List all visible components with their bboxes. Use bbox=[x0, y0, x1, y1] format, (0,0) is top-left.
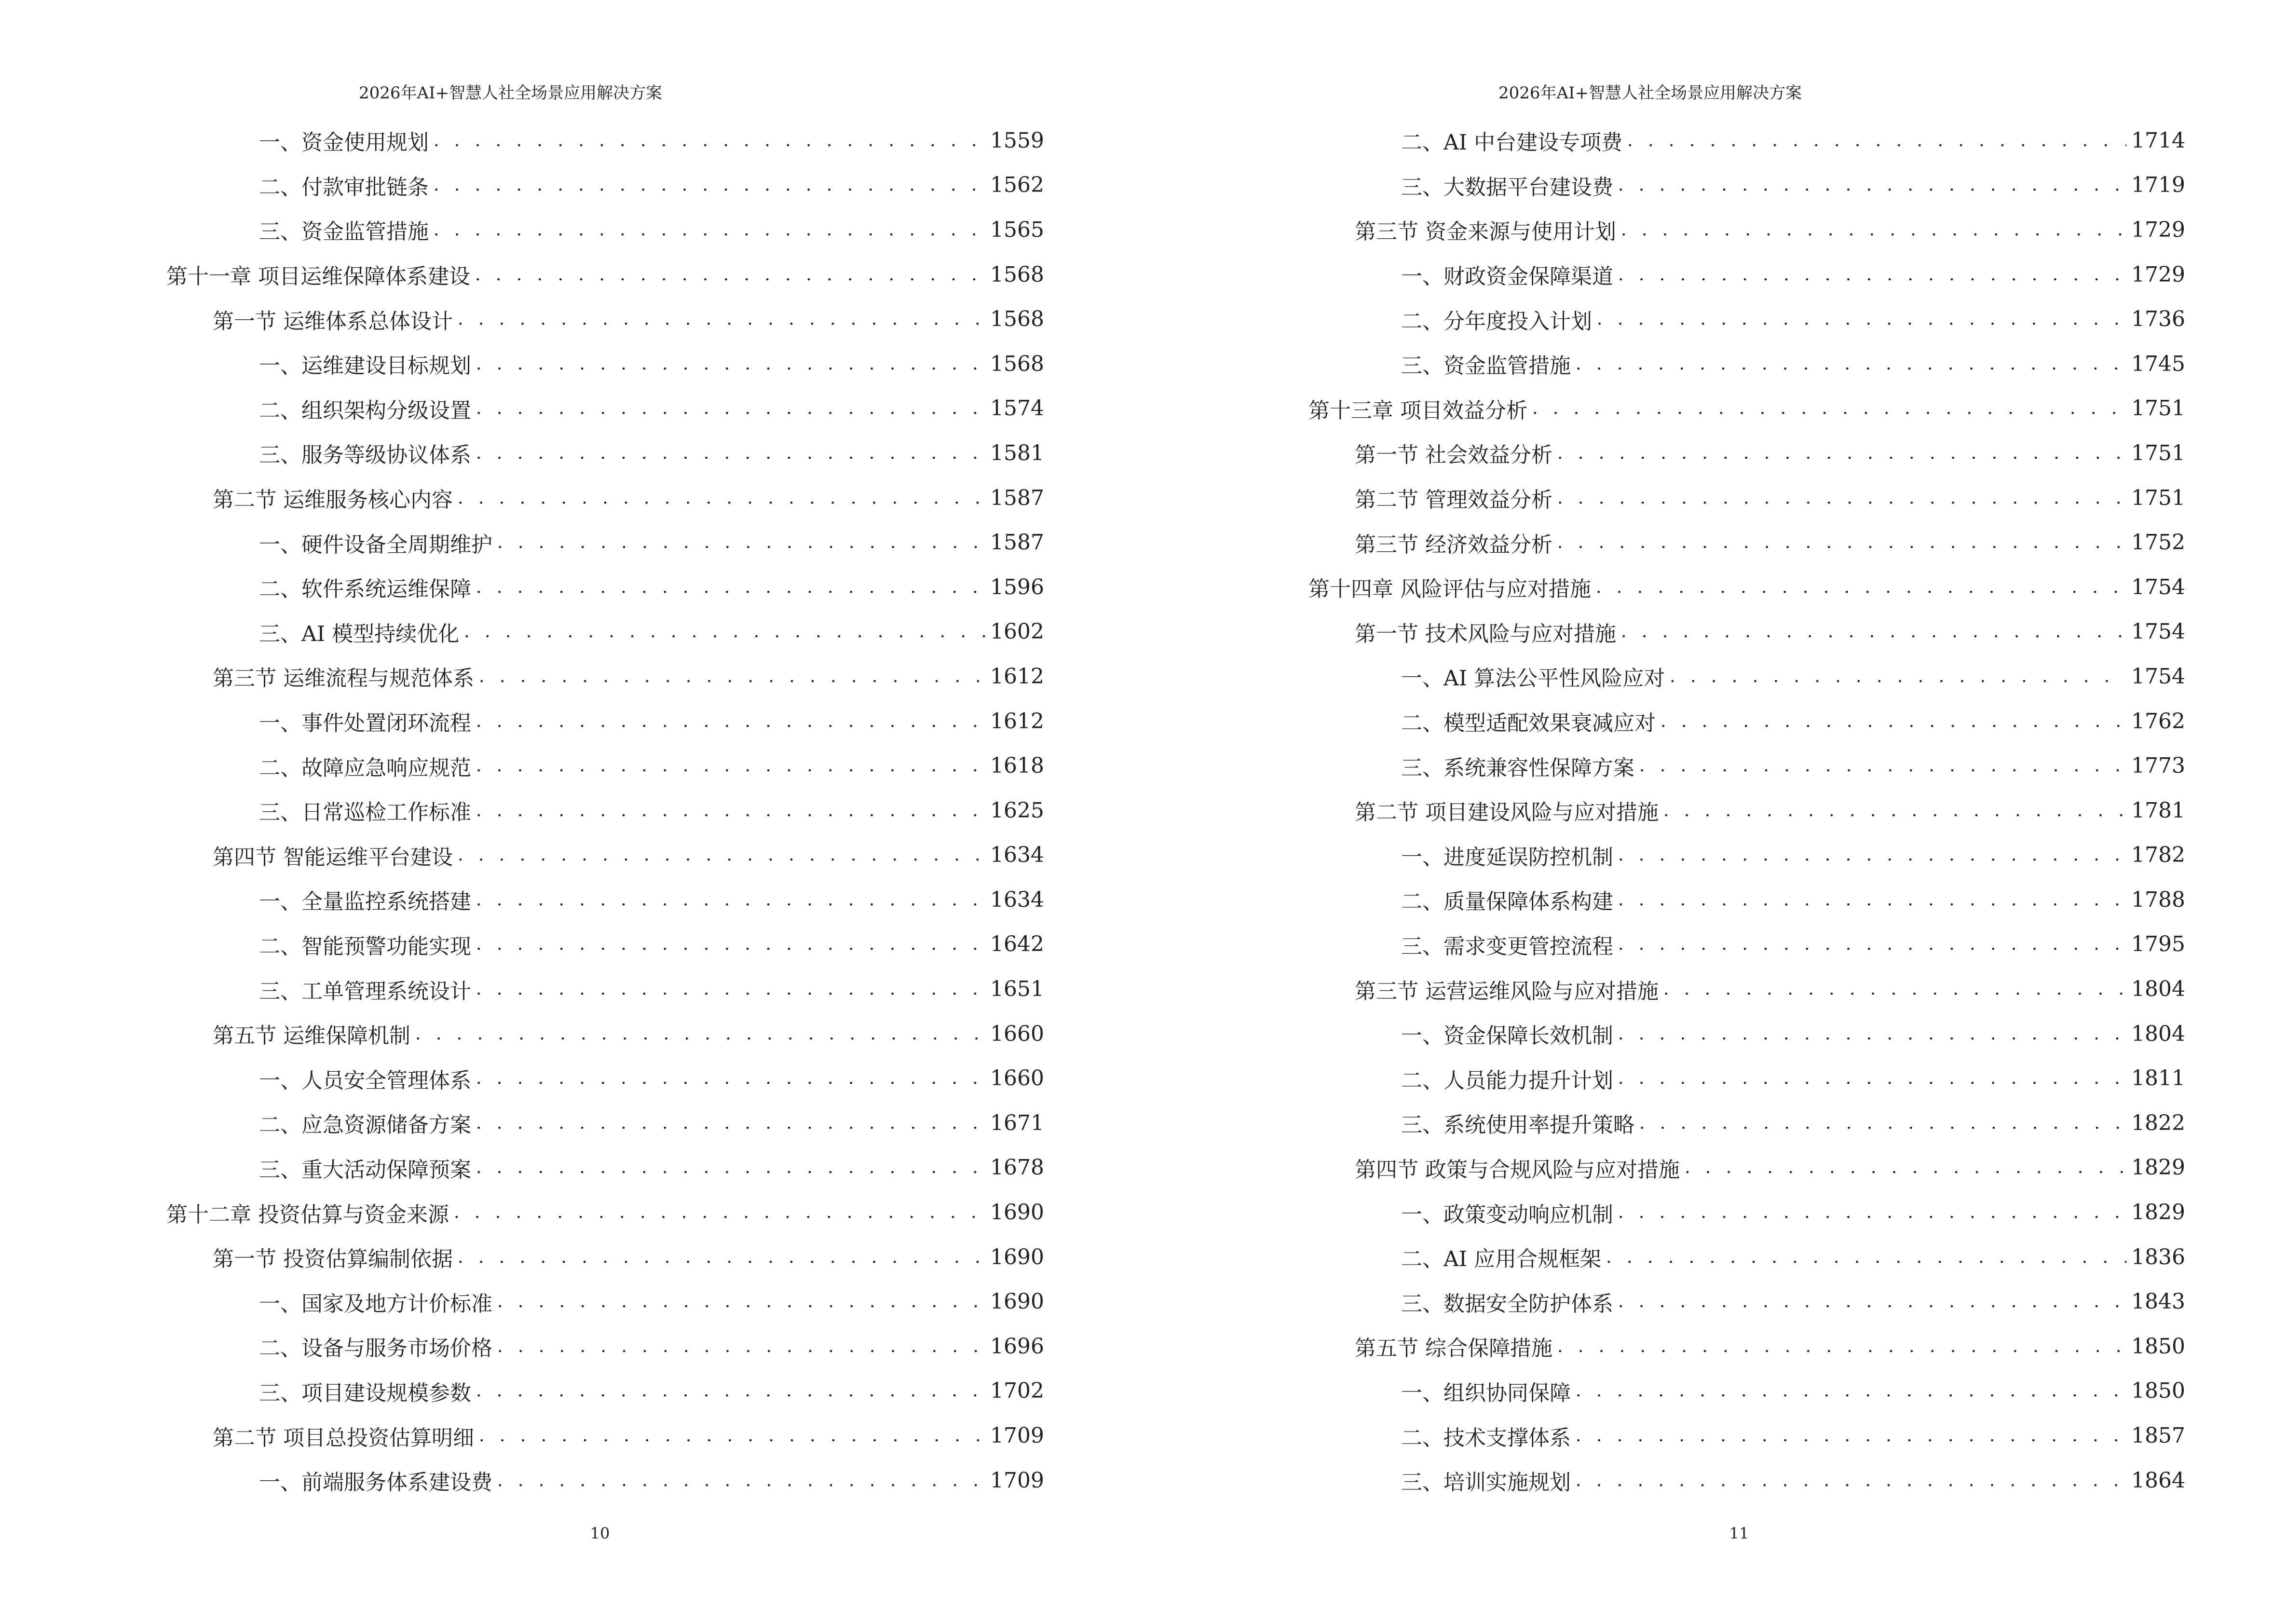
toc-entry-title: 第三节 资金来源与使用计划 bbox=[1355, 219, 1616, 245]
toc-entry-page: 1754 bbox=[2131, 574, 2185, 600]
toc-entry-title: 第一节 运维体系总体设计 bbox=[213, 309, 453, 334]
toc-entry-title: 二、应急资源储备方案 bbox=[259, 1113, 471, 1138]
toc-entry-title: 三、项目建设规模参数 bbox=[259, 1380, 471, 1406]
toc-section-entry[interactable] bbox=[166, 476, 1044, 520]
toc-section-entry[interactable] bbox=[166, 833, 1044, 878]
toc-section-entry[interactable] bbox=[166, 297, 1044, 341]
toc-subsection-entry[interactable] bbox=[1308, 163, 2185, 208]
toc-entry-page: 1660 bbox=[990, 1066, 1044, 1091]
toc-subsection-entry[interactable] bbox=[166, 1324, 1044, 1369]
toc-entry-page: 1596 bbox=[990, 574, 1044, 600]
toc-entry-page: 1843 bbox=[2131, 1289, 2185, 1314]
dot-leader bbox=[479, 667, 985, 686]
toc-entry-title: 第三节 运营运维风险与应对措施 bbox=[1355, 979, 1659, 1004]
toc-entry-title: 三、服务等级协议体系 bbox=[259, 443, 471, 468]
toc-entry-page: 1773 bbox=[2131, 753, 2185, 778]
toc-subsection-entry[interactable] bbox=[1308, 341, 2185, 386]
toc-subsection-entry[interactable] bbox=[166, 1101, 1044, 1146]
dot-leader bbox=[476, 443, 985, 463]
dot-leader bbox=[476, 934, 985, 954]
dot-leader bbox=[1576, 1471, 2126, 1490]
toc-entry-title: 二、分年度投入计划 bbox=[1401, 309, 1592, 334]
dot-leader bbox=[1661, 711, 2126, 731]
toc-subsection-entry[interactable] bbox=[1308, 877, 2185, 922]
toc-entry-title: 二、故障应急响应规范 bbox=[259, 755, 471, 780]
toc-entry-title: 三、工单管理系统设计 bbox=[259, 979, 471, 1004]
toc-subsection-entry[interactable] bbox=[166, 1279, 1044, 1324]
toc-entry-page: 1678 bbox=[990, 1155, 1044, 1180]
dot-leader bbox=[476, 756, 985, 776]
dot-leader bbox=[1618, 265, 2126, 285]
toc-subsection-entry[interactable] bbox=[166, 1458, 1044, 1503]
toc-entry-title: 二、模型适配效果衰减应对 bbox=[1401, 711, 1656, 736]
dot-leader bbox=[476, 577, 985, 597]
dot-leader bbox=[1663, 979, 2126, 999]
dot-leader bbox=[475, 265, 985, 285]
toc-entry-page: 1709 bbox=[990, 1468, 1044, 1493]
dot-leader bbox=[1576, 354, 2126, 374]
toc-entry-page: 1625 bbox=[990, 798, 1044, 823]
toc-entry-title: 二、软件系统运维保障 bbox=[259, 577, 471, 602]
dot-leader bbox=[476, 1381, 985, 1401]
toc-entry-title: 一、运维建设目标规划 bbox=[259, 354, 471, 379]
toc-subsection-entry[interactable] bbox=[166, 1056, 1044, 1101]
toc-entry-title: 三、需求变更管控流程 bbox=[1401, 934, 1613, 959]
toc-entry-page: 1850 bbox=[2131, 1378, 2185, 1404]
toc-subsection-entry[interactable] bbox=[1308, 743, 2185, 788]
toc-entry-title: 第二节 项目总投资估算明细 bbox=[213, 1425, 474, 1450]
dot-leader bbox=[1618, 1068, 2126, 1088]
toc-subsection-entry[interactable] bbox=[166, 699, 1044, 744]
toc-subsection-entry[interactable] bbox=[1308, 1369, 2185, 1414]
dot-leader bbox=[434, 220, 985, 240]
toc-entry-title: 一、组织协同保障 bbox=[1401, 1380, 1571, 1406]
toc-entry-page: 1804 bbox=[2131, 977, 2185, 1002]
toc-entry-page: 1602 bbox=[990, 619, 1044, 644]
dot-leader bbox=[479, 1426, 985, 1446]
toc-section-entry[interactable] bbox=[166, 654, 1044, 699]
page-header: 2026年AI+智慧人社全场景应用解决方案 bbox=[1498, 83, 1802, 103]
toc-section-entry[interactable] bbox=[166, 1011, 1044, 1056]
dot-leader bbox=[1576, 1426, 2126, 1446]
toc-entry-title: 一、资金使用规划 bbox=[259, 130, 429, 155]
toc-entry-page: 1857 bbox=[2131, 1423, 2185, 1448]
toc-entry-title: 第十一章 项目运维保障体系建设 bbox=[166, 264, 470, 289]
toc-subsection-entry[interactable] bbox=[166, 520, 1044, 565]
dot-leader bbox=[1685, 1158, 2126, 1177]
dot-leader bbox=[476, 1068, 985, 1088]
dot-leader bbox=[454, 1202, 985, 1222]
toc-subsection-entry[interactable] bbox=[1308, 654, 2185, 699]
toc-subsection-entry[interactable] bbox=[166, 565, 1044, 610]
dot-leader bbox=[1618, 934, 2126, 954]
dot-leader bbox=[458, 309, 985, 329]
dot-leader bbox=[1639, 1113, 2126, 1133]
toc-entry-title: 三、培训实施规划 bbox=[1401, 1470, 1571, 1495]
dot-leader bbox=[434, 175, 985, 195]
page-number: 10 bbox=[590, 1524, 610, 1542]
toc-entry-title: 第十四章 风险评估与应对措施 bbox=[1308, 577, 1591, 602]
toc-page-right bbox=[1144, 0, 2287, 1624]
dot-leader bbox=[415, 1024, 985, 1044]
toc-entry-title: 一、进度延误防控机制 bbox=[1401, 845, 1613, 870]
dot-leader bbox=[497, 1337, 985, 1356]
toc-section-entry[interactable] bbox=[166, 1235, 1044, 1280]
toc-subsection-entry[interactable] bbox=[166, 163, 1044, 208]
toc-entry-page: 1762 bbox=[2131, 709, 2185, 734]
toc-entry-title: 二、智能预警功能实现 bbox=[259, 934, 471, 959]
dot-leader bbox=[1576, 1381, 2126, 1401]
toc-entry-page: 1690 bbox=[990, 1200, 1044, 1225]
toc-entry-title: 第四节 智能运维平台建设 bbox=[213, 845, 453, 870]
toc-entry-page: 1829 bbox=[2131, 1200, 2185, 1225]
toc-entry-page: 1781 bbox=[2131, 798, 2185, 823]
toc-entry-page: 1696 bbox=[990, 1334, 1044, 1359]
toc-subsection-entry[interactable] bbox=[166, 431, 1044, 476]
toc-entry-title: 一、人员安全管理体系 bbox=[259, 1068, 471, 1093]
toc-entry-page: 1795 bbox=[2131, 932, 2185, 957]
toc-subsection-entry[interactable] bbox=[166, 386, 1044, 431]
dot-leader bbox=[1532, 398, 2126, 418]
toc-entry-title: 三、资金监管措施 bbox=[1401, 354, 1571, 379]
dot-leader bbox=[458, 488, 985, 508]
dot-leader bbox=[476, 890, 985, 910]
toc-subsection-entry[interactable] bbox=[166, 922, 1044, 967]
dot-leader bbox=[1621, 220, 2126, 240]
toc-entry-title: 三、资金监管措施 bbox=[259, 219, 429, 245]
toc-entry-title: 三、大数据平台建设费 bbox=[1401, 175, 1613, 200]
toc-entry-title: 二、技术支撑体系 bbox=[1401, 1425, 1571, 1450]
dot-leader bbox=[1557, 532, 2126, 552]
dot-leader bbox=[1618, 175, 2126, 195]
toc-entry-title: 第一节 技术风险与应对措施 bbox=[1355, 621, 1616, 646]
toc-entry-page: 1568 bbox=[990, 351, 1044, 376]
toc-entry-title: 一、硬件设备全周期维护 bbox=[259, 532, 492, 557]
dot-leader bbox=[476, 1113, 985, 1133]
dot-leader bbox=[476, 398, 985, 418]
toc-entry-page: 1587 bbox=[990, 485, 1044, 510]
toc-entry-page: 1690 bbox=[990, 1244, 1044, 1269]
toc-chapter-entry[interactable] bbox=[1308, 386, 2185, 431]
toc-section-entry[interactable] bbox=[166, 1413, 1044, 1458]
toc-entry-page: 1729 bbox=[2131, 217, 2185, 242]
toc-subsection-entry[interactable] bbox=[1308, 252, 2185, 297]
dot-leader bbox=[476, 1158, 985, 1177]
toc-entry-page: 1745 bbox=[2131, 351, 2185, 376]
page-number: 11 bbox=[1729, 1524, 1749, 1542]
toc-entry-title: 第二节 管理效益分析 bbox=[1355, 488, 1552, 513]
toc-section-entry[interactable] bbox=[1308, 431, 2185, 476]
toc-entry-page: 1634 bbox=[990, 887, 1044, 912]
dot-leader bbox=[1627, 131, 2126, 150]
toc-subsection-entry[interactable] bbox=[166, 207, 1044, 252]
toc-entry-title: 第三节 经济效益分析 bbox=[1355, 532, 1552, 557]
toc-entry-page: 1736 bbox=[2131, 307, 2185, 332]
toc-entry-title: 一、资金保障长效机制 bbox=[1401, 1024, 1613, 1049]
dot-leader bbox=[1639, 756, 2126, 776]
toc-entry-title: 第十二章 投资估算与资金来源 bbox=[166, 1202, 449, 1227]
toc-entry-title: 三、系统使用率提升策略 bbox=[1401, 1113, 1634, 1138]
toc-entry-page: 1754 bbox=[2131, 664, 2185, 689]
toc-entry-title: 二、人员能力提升计划 bbox=[1401, 1068, 1613, 1093]
toc-entry-title: 一、前端服务体系建设费 bbox=[259, 1470, 492, 1495]
toc-entry-title: 三、AI 模型持续优化 bbox=[259, 621, 460, 646]
toc-entry-page: 1751 bbox=[2131, 485, 2185, 510]
toc-entry-title: 三、日常巡检工作标准 bbox=[259, 800, 471, 825]
toc-entry-title: 三、重大活动保障预案 bbox=[259, 1157, 471, 1182]
toc-entry-title: 一、政策变动响应机制 bbox=[1401, 1202, 1613, 1227]
toc-entry-page: 1702 bbox=[990, 1378, 1044, 1404]
toc-entry-page: 1850 bbox=[2131, 1334, 2185, 1359]
toc-list bbox=[1308, 118, 2185, 1502]
toc-entry-page: 1671 bbox=[990, 1110, 1044, 1135]
toc-entry-page: 1709 bbox=[990, 1423, 1044, 1448]
toc-entry-title: 二、质量保障体系构建 bbox=[1401, 889, 1613, 914]
dot-leader bbox=[476, 801, 985, 820]
toc-subsection-entry[interactable] bbox=[1308, 1011, 2185, 1056]
toc-entry-title: 一、事件处置闭环流程 bbox=[259, 711, 471, 736]
dot-leader bbox=[1596, 577, 2126, 597]
toc-list bbox=[166, 118, 1044, 1502]
toc-subsection-entry[interactable] bbox=[1308, 699, 2185, 744]
toc-section-entry[interactable] bbox=[1308, 788, 2185, 833]
toc-entry-page: 1751 bbox=[2131, 440, 2185, 465]
toc-subsection-entry[interactable] bbox=[166, 877, 1044, 922]
toc-subsection-entry[interactable] bbox=[1308, 1458, 2185, 1503]
toc-chapter-entry[interactable] bbox=[166, 252, 1044, 297]
dot-leader bbox=[1557, 443, 2126, 463]
toc-entry-title: 一、全量监控系统搭建 bbox=[259, 889, 471, 914]
dot-leader bbox=[1618, 1292, 2126, 1311]
toc-entry-title: 第五节 综合保障措施 bbox=[1355, 1336, 1552, 1361]
dot-leader bbox=[476, 979, 985, 999]
toc-subsection-entry[interactable] bbox=[166, 118, 1044, 163]
toc-subsection-entry[interactable] bbox=[166, 788, 1044, 833]
toc-entry-title: 一、国家及地方计价标准 bbox=[259, 1291, 492, 1316]
toc-chapter-entry[interactable] bbox=[1308, 565, 2185, 610]
dot-leader bbox=[1621, 622, 2126, 641]
toc-section-entry[interactable] bbox=[1308, 207, 2185, 252]
toc-subsection-entry[interactable] bbox=[1308, 1279, 2185, 1324]
dot-leader bbox=[497, 1471, 985, 1490]
toc-entry-title: 二、付款审批链条 bbox=[259, 175, 429, 200]
toc-subsection-entry[interactable] bbox=[1308, 922, 2185, 967]
toc-entry-page: 1587 bbox=[990, 530, 1044, 555]
toc-entry-title: 二、组织架构分级设置 bbox=[259, 398, 471, 423]
toc-entry-page: 1634 bbox=[990, 843, 1044, 868]
toc-entry-page: 1660 bbox=[990, 1021, 1044, 1046]
toc-entry-page: 1568 bbox=[990, 262, 1044, 287]
toc-chapter-entry[interactable] bbox=[166, 1190, 1044, 1235]
toc-entry-page: 1565 bbox=[990, 217, 1044, 242]
toc-entry-title: 第二节 项目建设风险与应对措施 bbox=[1355, 800, 1659, 825]
toc-entry-page: 1729 bbox=[2131, 262, 2185, 287]
toc-entry-page: 1804 bbox=[2131, 1021, 2185, 1046]
toc-subsection-entry[interactable] bbox=[1308, 833, 2185, 878]
dot-leader bbox=[1670, 667, 2126, 686]
toc-subsection-entry[interactable] bbox=[1308, 1413, 2185, 1458]
toc-entry-title: 二、设备与服务市场价格 bbox=[259, 1336, 492, 1361]
toc-subsection-entry[interactable] bbox=[166, 1146, 1044, 1190]
toc-subsection-entry[interactable] bbox=[166, 743, 1044, 788]
toc-entry-page: 1788 bbox=[2131, 887, 2185, 912]
dot-leader bbox=[434, 131, 985, 150]
toc-entry-page: 1754 bbox=[2131, 619, 2185, 644]
toc-subsection-entry[interactable] bbox=[166, 341, 1044, 386]
toc-section-entry[interactable] bbox=[1308, 476, 2185, 520]
toc-section-entry[interactable] bbox=[1308, 967, 2185, 1011]
toc-subsection-entry[interactable] bbox=[1308, 1235, 2185, 1280]
toc-entry-page: 1642 bbox=[990, 932, 1044, 957]
toc-entry-page: 1651 bbox=[990, 977, 1044, 1002]
dot-leader bbox=[1618, 1202, 2126, 1222]
dot-leader bbox=[1618, 1024, 2126, 1044]
toc-entry-title: 二、AI 中台建设专项费 bbox=[1401, 130, 1623, 155]
toc-section-entry[interactable] bbox=[1308, 1146, 2185, 1190]
dot-leader bbox=[497, 532, 985, 552]
toc-entry-page: 1714 bbox=[2131, 128, 2185, 153]
page-header: 2026年AI+智慧人社全场景应用解决方案 bbox=[359, 83, 662, 103]
dot-leader bbox=[497, 1292, 985, 1311]
toc-entry-page: 1562 bbox=[990, 173, 1044, 198]
toc-entry-title: 三、数据安全防护体系 bbox=[1401, 1291, 1613, 1316]
toc-entry-title: 第一节 社会效益分析 bbox=[1355, 443, 1552, 468]
toc-entry-title: 第二节 运维服务核心内容 bbox=[213, 488, 453, 513]
toc-entry-page: 1836 bbox=[2131, 1244, 2185, 1269]
toc-entry-title: 三、系统兼容性保障方案 bbox=[1401, 755, 1634, 780]
toc-entry-page: 1719 bbox=[2131, 173, 2185, 198]
toc-section-entry[interactable] bbox=[1308, 610, 2185, 655]
toc-entry-page: 1581 bbox=[990, 440, 1044, 465]
toc-entry-page: 1568 bbox=[990, 307, 1044, 332]
dot-leader bbox=[1618, 890, 2126, 910]
dot-leader bbox=[1606, 1247, 2126, 1267]
toc-entry-page: 1864 bbox=[2131, 1468, 2185, 1493]
dot-leader bbox=[476, 711, 985, 731]
toc-subsection-entry[interactable] bbox=[1308, 297, 2185, 341]
dot-leader bbox=[458, 1247, 985, 1267]
toc-subsection-entry[interactable] bbox=[166, 967, 1044, 1011]
toc-entry-page: 1822 bbox=[2131, 1110, 2185, 1135]
toc-entry-title: 第四节 政策与合规风险与应对措施 bbox=[1355, 1157, 1680, 1182]
toc-subsection-entry[interactable] bbox=[166, 1369, 1044, 1414]
toc-entry-title: 一、AI 算法公平性风险应对 bbox=[1401, 666, 1665, 691]
dot-leader bbox=[464, 622, 985, 641]
toc-entry-title: 一、财政资金保障渠道 bbox=[1401, 264, 1613, 289]
toc-entry-page: 1618 bbox=[990, 753, 1044, 778]
toc-section-entry[interactable] bbox=[1308, 1324, 2185, 1369]
toc-entry-title: 第五节 运维保障机制 bbox=[213, 1024, 410, 1049]
toc-entry-page: 1559 bbox=[990, 128, 1044, 153]
toc-entry-page: 1752 bbox=[2131, 530, 2185, 555]
toc-entry-page: 1782 bbox=[2131, 843, 2185, 868]
toc-entry-page: 1612 bbox=[990, 664, 1044, 689]
toc-entry-page: 1690 bbox=[990, 1289, 1044, 1314]
toc-entry-page: 1612 bbox=[990, 709, 1044, 734]
dot-leader bbox=[458, 845, 985, 865]
dot-leader bbox=[1663, 801, 2126, 820]
toc-entry-title: 第一节 投资估算编制依据 bbox=[213, 1247, 453, 1272]
dot-leader bbox=[1597, 309, 2126, 329]
toc-section-entry[interactable] bbox=[1308, 520, 2185, 565]
toc-subsection-entry[interactable] bbox=[1308, 1190, 2185, 1235]
dot-leader bbox=[1557, 488, 2126, 508]
dot-leader bbox=[1618, 845, 2126, 865]
dot-leader bbox=[476, 354, 985, 374]
toc-entry-page: 1811 bbox=[2131, 1066, 2185, 1091]
toc-entry-title: 第三节 运维流程与规范体系 bbox=[213, 666, 474, 691]
toc-subsection-entry[interactable] bbox=[1308, 118, 2185, 163]
toc-entry-page: 1751 bbox=[2131, 396, 2185, 421]
toc-subsection-entry[interactable] bbox=[166, 610, 1044, 655]
toc-subsection-entry[interactable] bbox=[1308, 1056, 2185, 1101]
toc-subsection-entry[interactable] bbox=[1308, 1101, 2185, 1146]
toc-entry-title: 二、AI 应用合规框架 bbox=[1401, 1247, 1602, 1272]
toc-entry-title: 第十三章 项目效益分析 bbox=[1308, 398, 1527, 423]
toc-entry-page: 1829 bbox=[2131, 1155, 2185, 1180]
toc-entry-page: 1574 bbox=[990, 396, 1044, 421]
dot-leader bbox=[1557, 1337, 2126, 1356]
